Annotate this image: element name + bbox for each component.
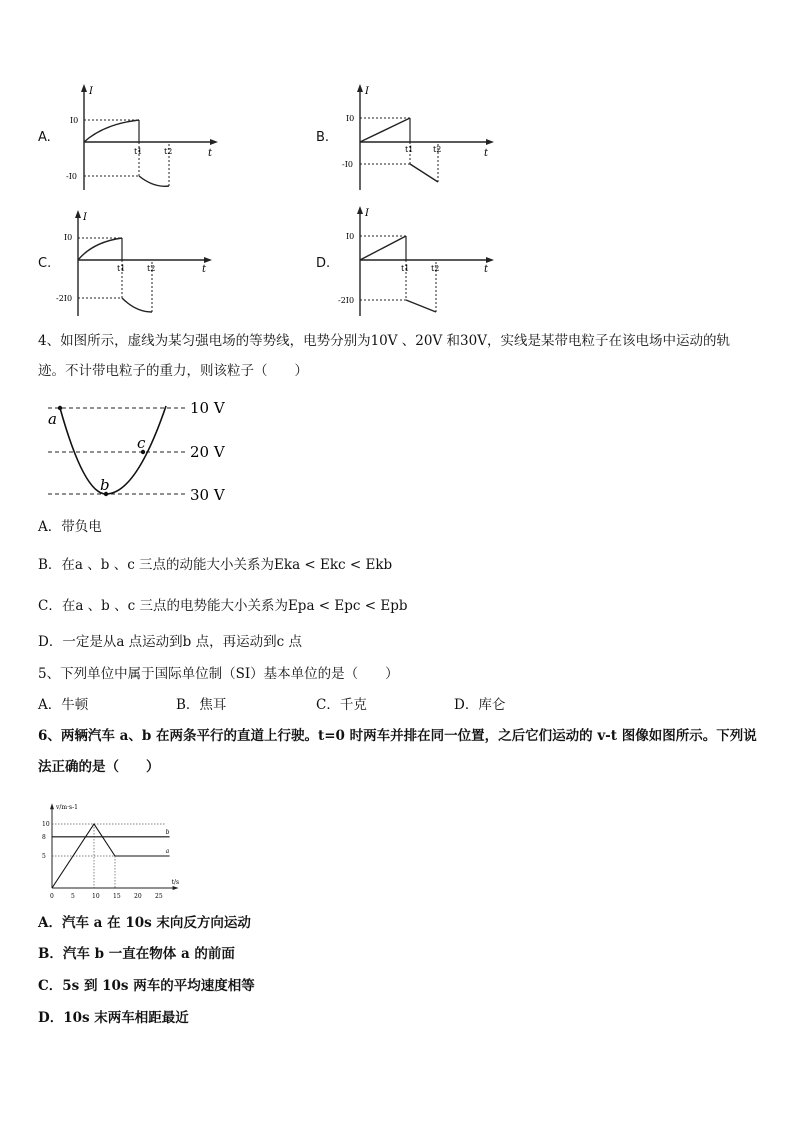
t2-label: t2 bbox=[164, 147, 173, 156]
point-c-label: c bbox=[137, 434, 146, 452]
x-tick-label: 25 bbox=[155, 893, 163, 900]
i0-label: I0 bbox=[64, 233, 73, 242]
x-tick-label: 5 bbox=[71, 893, 75, 900]
question-4-stem-line2: 迹。不计带电粒子的重力，则该粒子（ ） bbox=[38, 363, 308, 379]
point-a-label: a bbox=[48, 410, 57, 428]
i-axis-label: I bbox=[365, 86, 369, 97]
point-b-label: b bbox=[100, 476, 110, 494]
x-tick-label: 0 bbox=[50, 893, 54, 900]
x-tick-label: 15 bbox=[113, 893, 121, 900]
i-axis-label: I bbox=[83, 212, 87, 223]
y-axis-arrow bbox=[50, 803, 54, 809]
neg-i0-label: -I0 bbox=[66, 172, 77, 181]
option-label: B. bbox=[316, 130, 330, 145]
i-axis-label: I bbox=[365, 208, 369, 219]
t-axis-label: t bbox=[202, 264, 207, 275]
neg-i0-label: -2I0 bbox=[338, 296, 355, 305]
i0-label: I0 bbox=[346, 114, 355, 123]
t1-label: t1 bbox=[405, 145, 414, 154]
x-tick-label: 10 bbox=[92, 893, 100, 900]
y-tick-label: 5 bbox=[42, 853, 46, 860]
option-label: C. bbox=[38, 256, 52, 271]
series-label-b: b bbox=[165, 828, 170, 836]
question-5-option-b: B．焦耳 bbox=[176, 697, 227, 713]
question-4-option-a: A．带负电 bbox=[38, 519, 102, 535]
neg-i0-label: -I0 bbox=[342, 160, 353, 169]
t-axis-label: t bbox=[484, 148, 489, 159]
option-label: A. bbox=[38, 130, 51, 145]
t1-label: t1 bbox=[117, 264, 126, 273]
i0-label: I0 bbox=[346, 232, 355, 241]
option-label: D. bbox=[316, 256, 331, 271]
question-5-option-a: A．牛顿 bbox=[38, 697, 89, 713]
current-time-graph bbox=[342, 82, 500, 194]
t1-label: t1 bbox=[401, 264, 410, 273]
i0-label: I0 bbox=[70, 116, 79, 125]
i-axis-label: I bbox=[89, 86, 93, 97]
potential-20v-label: 20 V bbox=[190, 443, 225, 461]
graph-option-d bbox=[312, 204, 502, 320]
t1-label: t1 bbox=[134, 147, 143, 156]
trajectory-curve bbox=[60, 406, 166, 494]
equipotential-figure bbox=[38, 394, 238, 506]
question-4-option-c: C．在a 、b 、c 三点的电势能大小关系为Epa < Epc < Epb bbox=[38, 598, 408, 614]
question-6-option-a: A．汽车 a 在 10s 末向反方向运动 bbox=[38, 915, 251, 931]
graph-option-a bbox=[34, 82, 224, 194]
graph-option-c bbox=[34, 208, 224, 320]
question-4-option-b: B．在a 、b 、c 三点的动能大小关系为Eka < Ekc < Ekb bbox=[38, 557, 393, 573]
question-4-stem-line1: 4、如图所示，虚线为某匀强电场的等势线，电势分别为10V 、20V 和30V，实线是某带电粒子在该电场中运动的轨 bbox=[38, 333, 730, 349]
current-time-graph bbox=[66, 82, 224, 194]
y-tick-label: 8 bbox=[42, 833, 46, 841]
x-axis-label: t/s bbox=[171, 879, 180, 886]
question-6-stem-line2: 法正确的是（ ） bbox=[38, 759, 160, 775]
question-6-option-d: D．10s 末两车相距最近 bbox=[38, 1010, 189, 1026]
t-axis-label: t bbox=[208, 148, 213, 159]
current-time-graph bbox=[56, 208, 218, 320]
graph-option-b bbox=[312, 82, 502, 194]
question-5-option-c: C．千克 bbox=[316, 697, 367, 713]
t-axis-label: t bbox=[484, 264, 489, 275]
t2-label: t2 bbox=[147, 264, 156, 273]
velocity-time-chart bbox=[30, 784, 200, 908]
y-axis-label: v/m·s-1 bbox=[56, 804, 78, 812]
x-axis-arrow bbox=[173, 886, 179, 890]
potential-30v-label: 30 V bbox=[190, 486, 225, 504]
question-6-option-c: C．5s 到 10s 两车的平均速度相等 bbox=[38, 978, 255, 994]
neg-i0-label: -2I0 bbox=[56, 294, 73, 303]
y-tick-label: 10 bbox=[42, 821, 50, 828]
series-label-a: a bbox=[165, 848, 170, 855]
question-4-option-d: D．一定是从a 点运动到b 点，再运动到c 点 bbox=[38, 634, 302, 650]
t2-label: t2 bbox=[433, 145, 442, 154]
t2-label: t2 bbox=[431, 264, 440, 273]
x-tick-label: 20 bbox=[134, 893, 142, 900]
series-line-a bbox=[52, 824, 170, 888]
question-5-option-d: D．库仑 bbox=[454, 697, 506, 713]
question-6-stem-line1: 6、两辆汽车 a、b 在两条平行的直道上行驶。t=0 时两车并排在同一位置，之后它们运动的 v-t 图像如图所示。下列说 bbox=[38, 728, 757, 744]
potential-10v-label: 10 V bbox=[190, 399, 225, 417]
question-5-stem: 5、下列单位中属于国际单位制（SI）基本单位的是（ ） bbox=[38, 666, 399, 682]
question-6-option-b: B．汽车 b 一直在物体 a 的前面 bbox=[38, 946, 235, 962]
current-time-graph bbox=[338, 204, 500, 320]
